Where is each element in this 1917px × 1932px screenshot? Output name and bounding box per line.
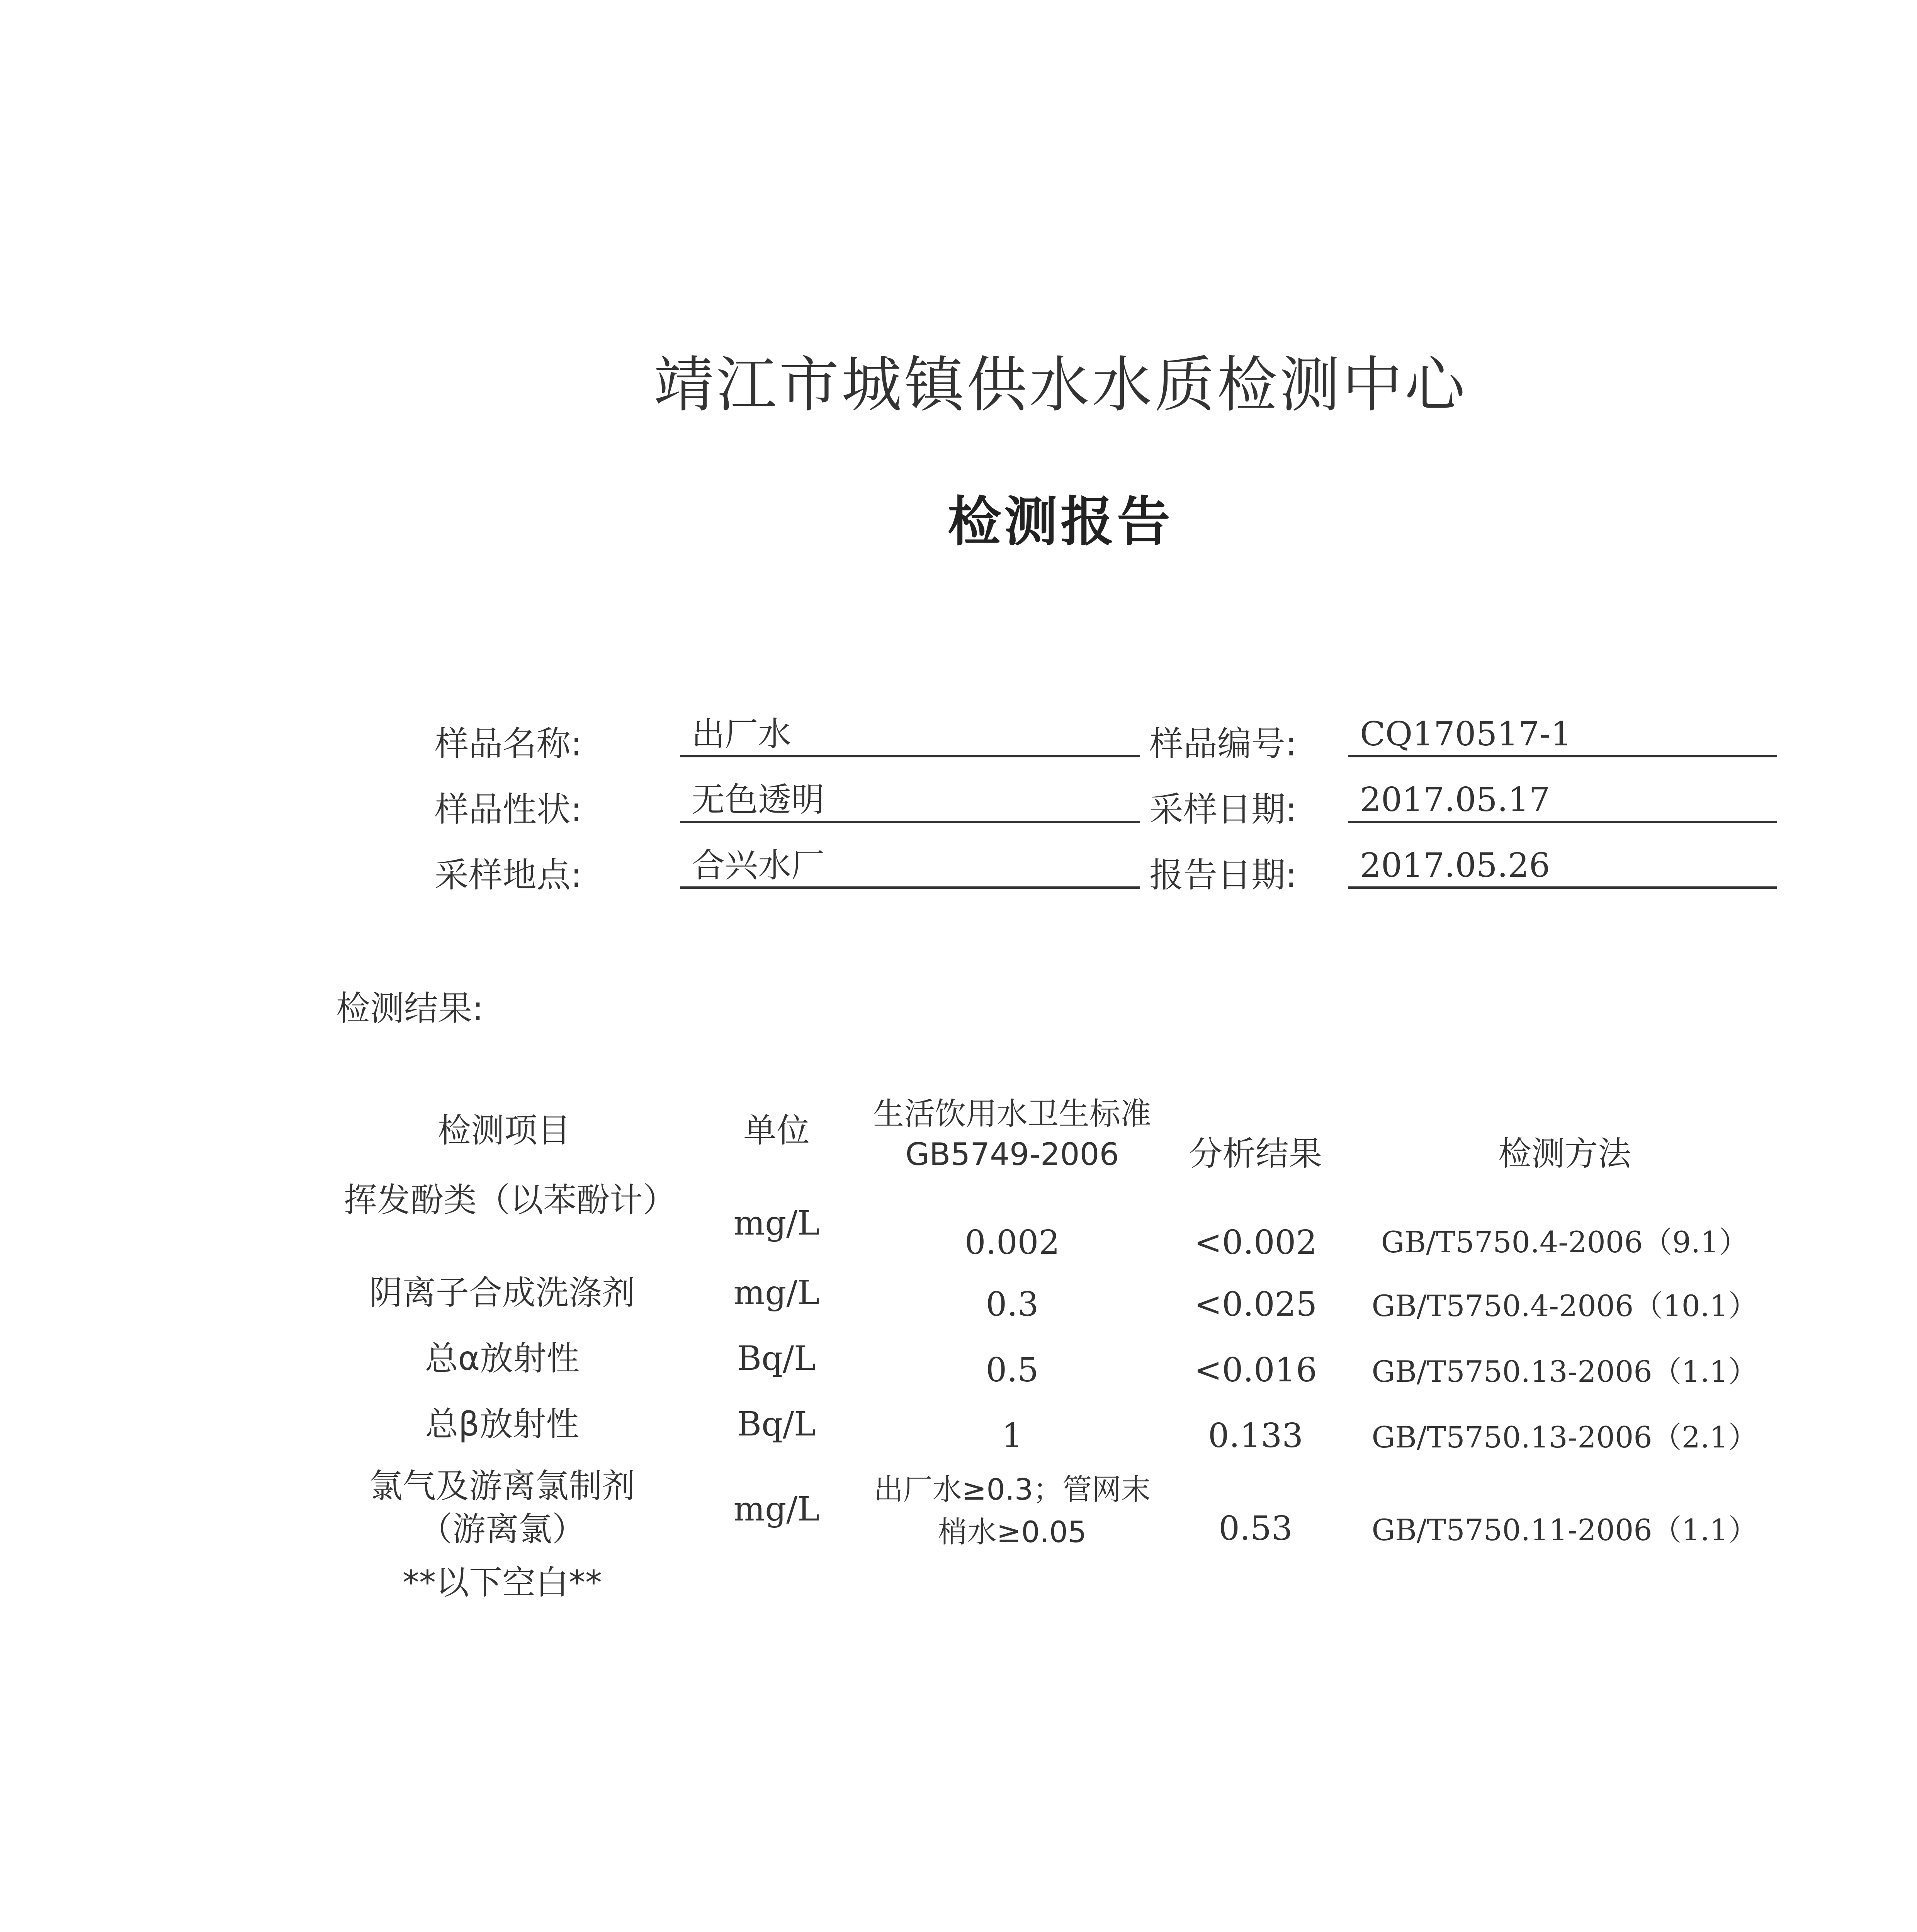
sample-name-value: 出厂水 [680,715,1140,757]
report-date-value: 2017.05.26 [1348,846,1777,889]
sampling-location-value: 合兴水厂 [680,846,1140,889]
row-method: GB/T5750.4-2006（10.1） [1371,1289,1758,1323]
row-result: 0.53 [1219,1509,1293,1548]
row-result: <0.016 [1194,1351,1317,1389]
row-method: GB/T5750.13-2006（1.1） [1371,1354,1758,1389]
sample-state-label: 样品性状: [435,789,582,829]
sampling-date-value: 2017.05.17 [1348,781,1777,823]
row-method: GB/T5750.4-2006（9.1） [1381,1225,1749,1259]
report-date-label: 报告日期: [1149,855,1297,895]
row-item: 总α放射性 [425,1339,580,1378]
sampling-location-label: 采样地点: [435,855,582,895]
sample-state-value: 无色透明 [680,781,1140,823]
sample-id-label: 样品编号: [1149,724,1297,764]
end-of-table-marker: **以下空白** [403,1563,602,1602]
sample-id-value: CQ170517-1 [1348,715,1777,757]
header-unit: 单位 [743,1111,810,1150]
header-standard: 生活饮用水卫生标准GB5749-2006 [873,1096,1151,1172]
row-unit: Bq/L [737,1339,816,1378]
header-method: 检测方法 [1498,1134,1631,1173]
row-result: <0.025 [1194,1285,1317,1324]
row-unit: mg/L [733,1490,820,1529]
sample-name-label: 样品名称: [435,724,582,764]
row-item: 挥发酚类（以苯酚计） [344,1181,676,1219]
row-item: 总β放射性 [425,1405,580,1444]
row-standard: 出厂水≥0.3；管网末梢水≥0.05 [874,1472,1151,1549]
row-standard: 0.002 [964,1223,1060,1262]
header-item: 检测项目 [438,1111,571,1150]
results-section-label: 检测结果: [336,988,484,1028]
row-item: 氯气及游离氯制剂（游离氯） [369,1467,635,1549]
row-item: 阴离子合成洗涤剂 [369,1274,635,1312]
sampling-date-label: 采样日期: [1149,789,1297,829]
row-method: GB/T5750.13-2006（2.1） [1371,1420,1758,1454]
row-method: GB/T5750.11-2006（1.1） [1371,1513,1758,1547]
row-result: <0.002 [1194,1223,1317,1262]
row-standard: 0.3 [986,1285,1039,1324]
header-result: 分析结果 [1189,1134,1322,1173]
row-unit: mg/L [733,1274,820,1312]
organization-title: 靖江市城镇供水水质检测中心 [654,350,1467,420]
row-unit: mg/L [733,1204,820,1243]
report-title: 检测报告 [947,491,1173,553]
row-standard: 1 [1001,1417,1023,1455]
row-unit: Bq/L [737,1405,816,1444]
row-result: 0.133 [1208,1417,1303,1455]
row-standard: 0.5 [986,1351,1039,1389]
